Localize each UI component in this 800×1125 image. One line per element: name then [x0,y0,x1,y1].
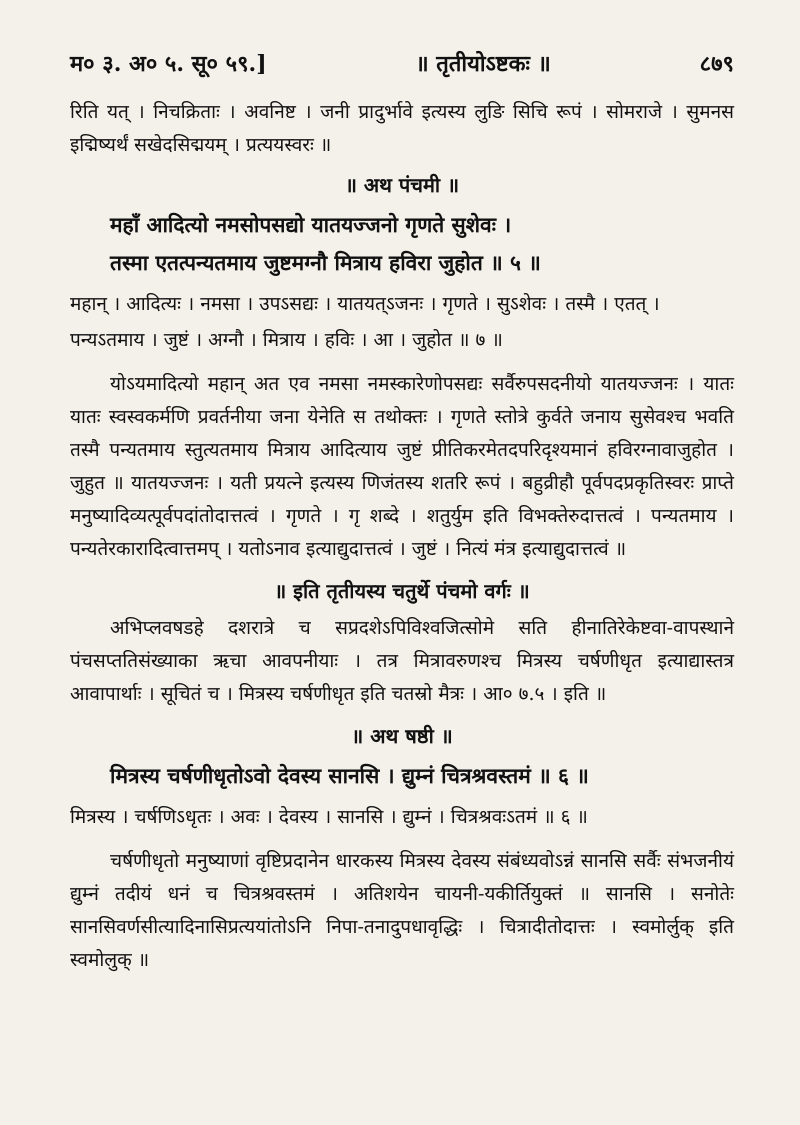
padapatha-5: महान् । आदित्यः । नमसा । उपऽसद्यः । यातयत्ऽजनः । गृणते । सुऽशेवः । तस्मै । एतत् । पन्यऽतमाय । जुष्टं । अग्नौ । मित्राय । हविः । आ । जुहोत ॥ ७ ॥ [70,293,660,351]
section-heading-fifth: ॥ अथ पंचमी ॥ [344,173,460,197]
commentary-5: योऽयमादित्यो महान् अत एव नमसा नमस्कारेणोपसद्यः सर्वैरुपसदनीयो यातयज्जनः । यातः यातः स्वस्वकर्मणि प्रवर्तनीया जना येनेति स तथोक्तः । गृणते स्तोत्रे कुर्वते जनाय सुसेवश्च भवति तस्मै पन्यतमाय स्तुत्यतमाय मित्राय आदित्याय जुष्टं प्रीतिकरमेतदपरिदृश्यमानं हविरग्नावाजुहोत । जुहुत ॥ यातयज्जनः । यती प्रयत्ने इत्यस्य णिजंतस्य शतरि रूपं । बहुव्रीहौ पूर्वपदप्रकृतिस्वरः प्राप्ते मनुष्यादिव्यत्पूर्वपदांतोदात्तत्वं । गृणते । गृ शब्दे । शतुर्युम इति विभक्तेरुदात्तत्वं । पन्यतमाय । पन्यतेरकारादित्वात्तमप् । यतोऽनाव इत्याद्युदात्तत्वं । जुष्टं । नित्यं मंत्र इत्याद्युदात्तत्वं ॥ [70,373,734,560]
section-heading-sixth: ॥ अथ षष्ठी ॥ [351,724,453,748]
header-page-number: ८७९ [699,51,734,77]
padapatha-6: मित्रस्य । चर्षणिऽधृतः । अवः । देवस्य । सानसि । द्युम्नं । चित्रश्रवःऽतमं ॥ ६ ॥ [70,806,588,828]
intro-paragraph: रिति यत् । निचक्रिताः । अवनिष्ट । जनी प्रादुर्भावे इत्यस्य लुङि सिचि रूपं । सोमराजे । सुमनस इद्मिष्यर्थं सखेदसिद्मयम् । प्रत्ययस्वरः ॥ [70,101,734,156]
verse-5-line-2: तस्मा एतत्पन्यतमाय जुष्टमग्नौ मित्राय हविरा जुहोत ॥ ५ ॥ [110,250,541,275]
commentary-ritual: अभिप्लवषडहे दशरात्रे च सप्रदशेऽपिविश्वजित्सोमे सति हीनातिरेकेष्टवा-वापस्थाने पंचसप्ततिसंख्याका ऋचा आवपनीयाः । तत्र मित्रावरुणश्च मित्रस्य चर्षणीधृत इत्याद्यास्तत्र आवापार्थाः । सूचितं च । मित्रस्य चर्षणीधृत इति चतस्रो मैत्रः । आ० ७.५ । इति ॥ [70,617,734,705]
section-heading-varga: ॥ इति तृतीयस्य चतुर्थे पंचमो वर्गः ॥ [274,579,530,603]
commentary-6: चर्षणीधृतो मनुष्याणां वृष्टिप्रदानेन धारकस्य मित्रस्य देवस्य संबंध्यवोऽन्नं सानसि सर्वैः संभजनीयं द्युम्नं तदीयं धनं च चित्रश्रवस्तमं । अतिशयेन चायनी-यकीर्तियुक्तं ॥ सानसि । सनोतेः सानसिवर्णसीत्यादिनासिप्रत्ययांतोऽनि निपा-तनादुपधावृद्धिः । चित्रादीतोदात्तः । स्वमोर्लुक् इति स्वमोलुक् ॥ [70,850,734,971]
header-center: ॥ तृतीयोऽष्टकः ॥ [415,51,551,77]
verse-5-line-1: महाँ आदित्यो नमसोपसद्यो यातयज्जनो गृणते सुशेवः । [110,212,512,237]
running-header [70,48,734,78]
verse-6: मित्रस्य चर्षणीधृतोऽवो देवस्य सानसि । द्युम्नं चित्रश्रवस्तमं ॥ ६ ॥ [110,763,589,788]
header-left: म० ३. अ० ५. सू० ५९.] [70,51,267,77]
